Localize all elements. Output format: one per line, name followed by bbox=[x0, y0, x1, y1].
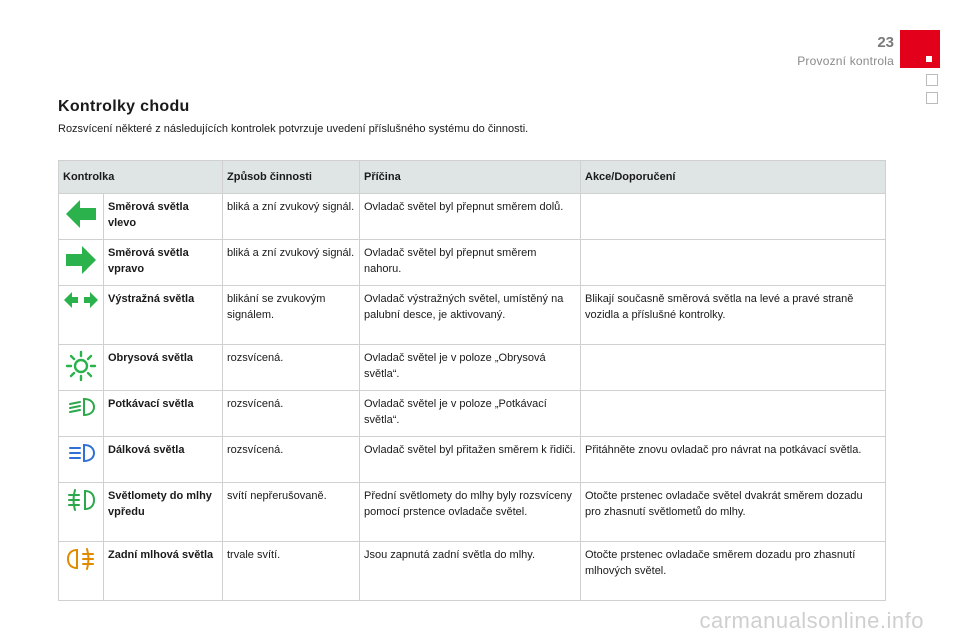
indicator-name: Směrová světla vpravo bbox=[104, 240, 223, 286]
indicator-name: Dálková světla bbox=[104, 437, 223, 483]
indicator-action bbox=[581, 194, 886, 240]
table-row bbox=[59, 194, 886, 240]
indicator-cause: Ovladač světel je v poloze „Obrysová světla“. bbox=[360, 345, 581, 391]
icon-cell bbox=[59, 542, 104, 601]
indicator-mode: bliká a zní zvukový signál. bbox=[223, 194, 360, 240]
icon-cell bbox=[59, 286, 104, 345]
indicator-mode: trvale svítí. bbox=[223, 542, 360, 601]
header-cause: Příčina bbox=[360, 161, 581, 194]
indicator-name: Potkávací světla bbox=[104, 391, 223, 437]
table-row bbox=[59, 286, 886, 345]
section-title: Provozní kontrola bbox=[797, 54, 894, 68]
table-row bbox=[59, 542, 886, 601]
icon-cell bbox=[59, 240, 104, 286]
intro-text: Rozsvícení některé z následujících kontrolek potvrzuje uvedení příslušného systému do činnosti. bbox=[58, 123, 529, 135]
indicator-mode: bliká a zní zvukový signál. bbox=[223, 240, 360, 286]
header-indicator: Kontrolka bbox=[59, 161, 223, 194]
turn-right-arrow-icon bbox=[63, 245, 99, 275]
table-header-row bbox=[59, 161, 886, 194]
chapter-tab[interactable] bbox=[900, 30, 940, 68]
front-fog-icon bbox=[63, 488, 99, 512]
indicator-cause: Přední světlomety do mlhy byly rozsvíceny pomocí prstence ovladače světel. bbox=[360, 483, 581, 542]
high-beam-icon bbox=[63, 442, 99, 464]
table-row bbox=[59, 483, 886, 542]
indicator-cause: Ovladač světel byl přitažen směrem k řidiči. bbox=[360, 437, 581, 483]
indicator-mode: rozsvícená. bbox=[223, 391, 360, 437]
indicator-mode: blikání se zvukovým signálem. bbox=[223, 286, 360, 345]
indicator-action bbox=[581, 391, 886, 437]
nav-box-1[interactable] bbox=[926, 74, 938, 86]
nav-box-2[interactable] bbox=[926, 92, 938, 104]
page-number: 23 bbox=[877, 34, 894, 51]
header-action: Akce/Doporučení bbox=[581, 161, 886, 194]
indicator-action: Otočte prstenec ovladače světel dvakrát směrem dozadu pro zhasnutí světlometů do mlhy. bbox=[581, 483, 886, 542]
indicator-name: Zadní mlhová světla bbox=[104, 542, 223, 601]
icon-cell bbox=[59, 483, 104, 542]
indicator-cause: Ovladač výstražných světel, umístěný na palubní desce, je aktivovaný. bbox=[360, 286, 581, 345]
indicator-action: Blikají současně směrová světla na levé a pravé straně vozidla a příslušné kontrolky. bbox=[581, 286, 886, 345]
indicator-mode: svítí nepřerušovaně. bbox=[223, 483, 360, 542]
header-mode: Způsob činnosti bbox=[223, 161, 360, 194]
indicator-table bbox=[58, 160, 886, 601]
indicator-cause: Ovladač světel je v poloze „Potkávací světla“. bbox=[360, 391, 581, 437]
indicator-action: Otočte prstenec ovladače směrem dozadu pro zhasnutí mlhových světel. bbox=[581, 542, 886, 601]
indicator-name: Světlomety do mlhy vpředu bbox=[104, 483, 223, 542]
icon-cell bbox=[59, 345, 104, 391]
rear-fog-icon bbox=[63, 547, 99, 571]
indicator-name: Výstražná světla bbox=[104, 286, 223, 345]
indicator-action: Přitáhněte znovu ovladač pro návrat na potkávací světla. bbox=[581, 437, 886, 483]
page-title: Kontrolky chodu bbox=[58, 98, 190, 115]
table-row bbox=[59, 240, 886, 286]
indicator-cause: Ovladač světel byl přepnut směrem nahoru. bbox=[360, 240, 581, 286]
watermark-text: carmanualsonline.info bbox=[699, 608, 924, 633]
icon-cell bbox=[59, 437, 104, 483]
indicator-cause: Jsou zapnutá zadní světla do mlhy. bbox=[360, 542, 581, 601]
table-row bbox=[59, 391, 886, 437]
chapter-tab-square bbox=[926, 56, 932, 62]
indicator-mode: rozsvícená. bbox=[223, 437, 360, 483]
table-row bbox=[59, 345, 886, 391]
indicator-action bbox=[581, 345, 886, 391]
sidelamps-icon bbox=[63, 350, 99, 382]
indicator-cause: Ovladač světel byl přepnut směrem dolů. bbox=[360, 194, 581, 240]
icon-cell bbox=[59, 194, 104, 240]
indicator-action bbox=[581, 240, 886, 286]
hazard-arrows-icon bbox=[63, 291, 99, 309]
table-row bbox=[59, 437, 886, 483]
low-beam-icon bbox=[63, 396, 99, 418]
indicator-name: Obrysová světla bbox=[104, 345, 223, 391]
icon-cell bbox=[59, 391, 104, 437]
indicator-name: Směrová světla vlevo bbox=[104, 194, 223, 240]
indicator-mode: rozsvícená. bbox=[223, 345, 360, 391]
turn-left-arrow-icon bbox=[63, 199, 99, 229]
